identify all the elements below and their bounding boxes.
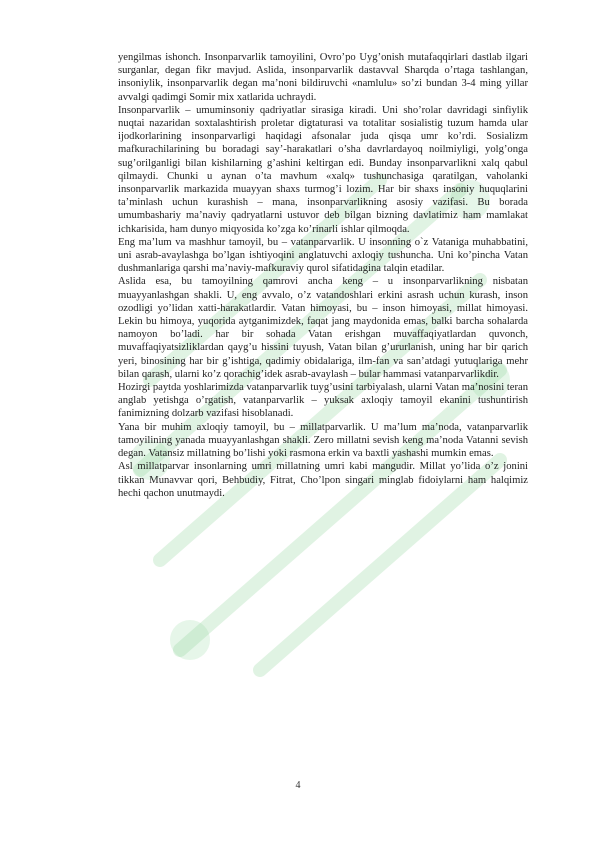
paragraph: yengilmas ishonch. Insonparvarlik tamoyilini, Ovro’po Uyg’onish mutafaqqirlari dastlab ilgari surganlar, degan fikr mavjud. Aslida, insonparvarlik dastavval Sharqda o’rtaga tashlangan, insoniylik, insonparvarlik degan ma’noni bildiruvchi «namlulu» so’zi bundan 3-4 ming yillar avvalgi qadimgi Somir mix xatlarida uchraydi. xyxy=(118,52,528,103)
paragraph: Aslida esa, bu tamoyilning qamrovi ancha keng – u insonparvarlikning nisbatan muayyanlashgan shakli. U, eng avvalo, o’z vatandoshlari erkini asrash uchun kurash, inson ozodligi yo’lidan xatti-harakatlardir. Vatan himoyasi, bu – inson himoyasi, millat himoyasi. Lekin bu himoya, yuqorida aytganimizdek, faqat jang maydonida emas, balki barcha sohalarda namoyon bo’ladi. har bir sohada Vatan erishgan muvaffaqiyatlardan quvonch, muvaffaqiyatsizliklardan qayg’u hissini tuyush, Vatan bilan g’ururlanish, uning har bir qarich yeri, binosining har bir g’ishtiga, qadimiy obidalariga, ilm-fan va san’atdagi yutuqlariga mehr bilan qarash, ularni ko’z qorachig’idek asrab-avaylash – bular hammasi vatanparvarlikdir. xyxy=(118,276,528,380)
page-number: 4 xyxy=(295,780,301,791)
paragraph: Eng ma’lum va mashhur tamoyil, bu – vatanparvarlik. U insonning o`z Vataniga muhabbatini, uni asrab-avaylashga bo’lgan ishtiyoqini anglatuvchi axloqiy tushuncha. Uni ko’pincha Vatan dushmanlariga qarshi ma’naviy-mafkuraviy qurol sifatidagina talqin etadilar. xyxy=(118,236,528,275)
paragraph: Insonparvarlik – umuminsoniy qadriyatlar sirasiga kiradi. Uni sho’rolar davridagi sinfiylik nuqtai nazaridan soxtalashtirish proletar digtaturasi va totalitar sosialistig tuzum hamda ular ijodkorlarining insonparvarligi haqidagi afsonalar juda qisqa umr ko’rdi. Sosializm mafkurachilarining bu boradagi say’-harakatlari o’sha davrlardayoq noilmiyligi, yolg’onga sug’orilganligi bilan kishilarning g’ashini keltirgan edi. Bunday insonparvarlikni xalq qabul qilmaydi. Chunki u aynan o’ta mavhum «xalq» tushunchasiga qaratilgan, vaholanki insonparvarlik markazida muayyan shaxs turmog’i lozim. Har bir shaxs insoniy huquqlarini ta’minlash uchun kurashish – mana, insonparvarlikning asosiy vazifasi. Bu borada umumbashariy ma’naviy qadryatlarni ustuvor deb bilgan bizning davlatimiz ham mamlakat ichkarisida, ham dunyo miqyosida ko’zga ko’rinarli ishlar qilmoqda. xyxy=(118,104,528,235)
paragraph: Yana bir muhim axloqiy tamoyil, bu – millatparvarlik. U ma’lum ma’noda, vatanparvarlik tamoyilining yanada muayyanlashgan shakli. Zero millatni sevish keng ma’noda Vatanni sevish degan. Vatansiz millatning bo’lishi yoki rasmona erkin va baxtli yashashi mumkin emas. xyxy=(118,421,528,460)
body-text xyxy=(118,51,528,500)
paragraph: Hozirgi paytda yoshlarimizda vatanparvarlik tuyg’usini tarbiyalash, ularni Vatan ma’nosini teran anglab yetishga o’rgatish, vatanparvarlik – yuksak axloqiy tamoyil ekanini tushuntirish fanimizning dolzarb vazifasi hisoblanadi. xyxy=(118,382,528,420)
paragraph: Asl millatparvar insonlarning umri millatning umri kabi mangudir. Millat yo’lida o’z jonini tikkan Munavvar qori, Behbudiy, Fitrat, Cho’lpon singari minglab fidoiylarni ham halqimiz hechi qachon unutmaydi. xyxy=(118,461,528,499)
